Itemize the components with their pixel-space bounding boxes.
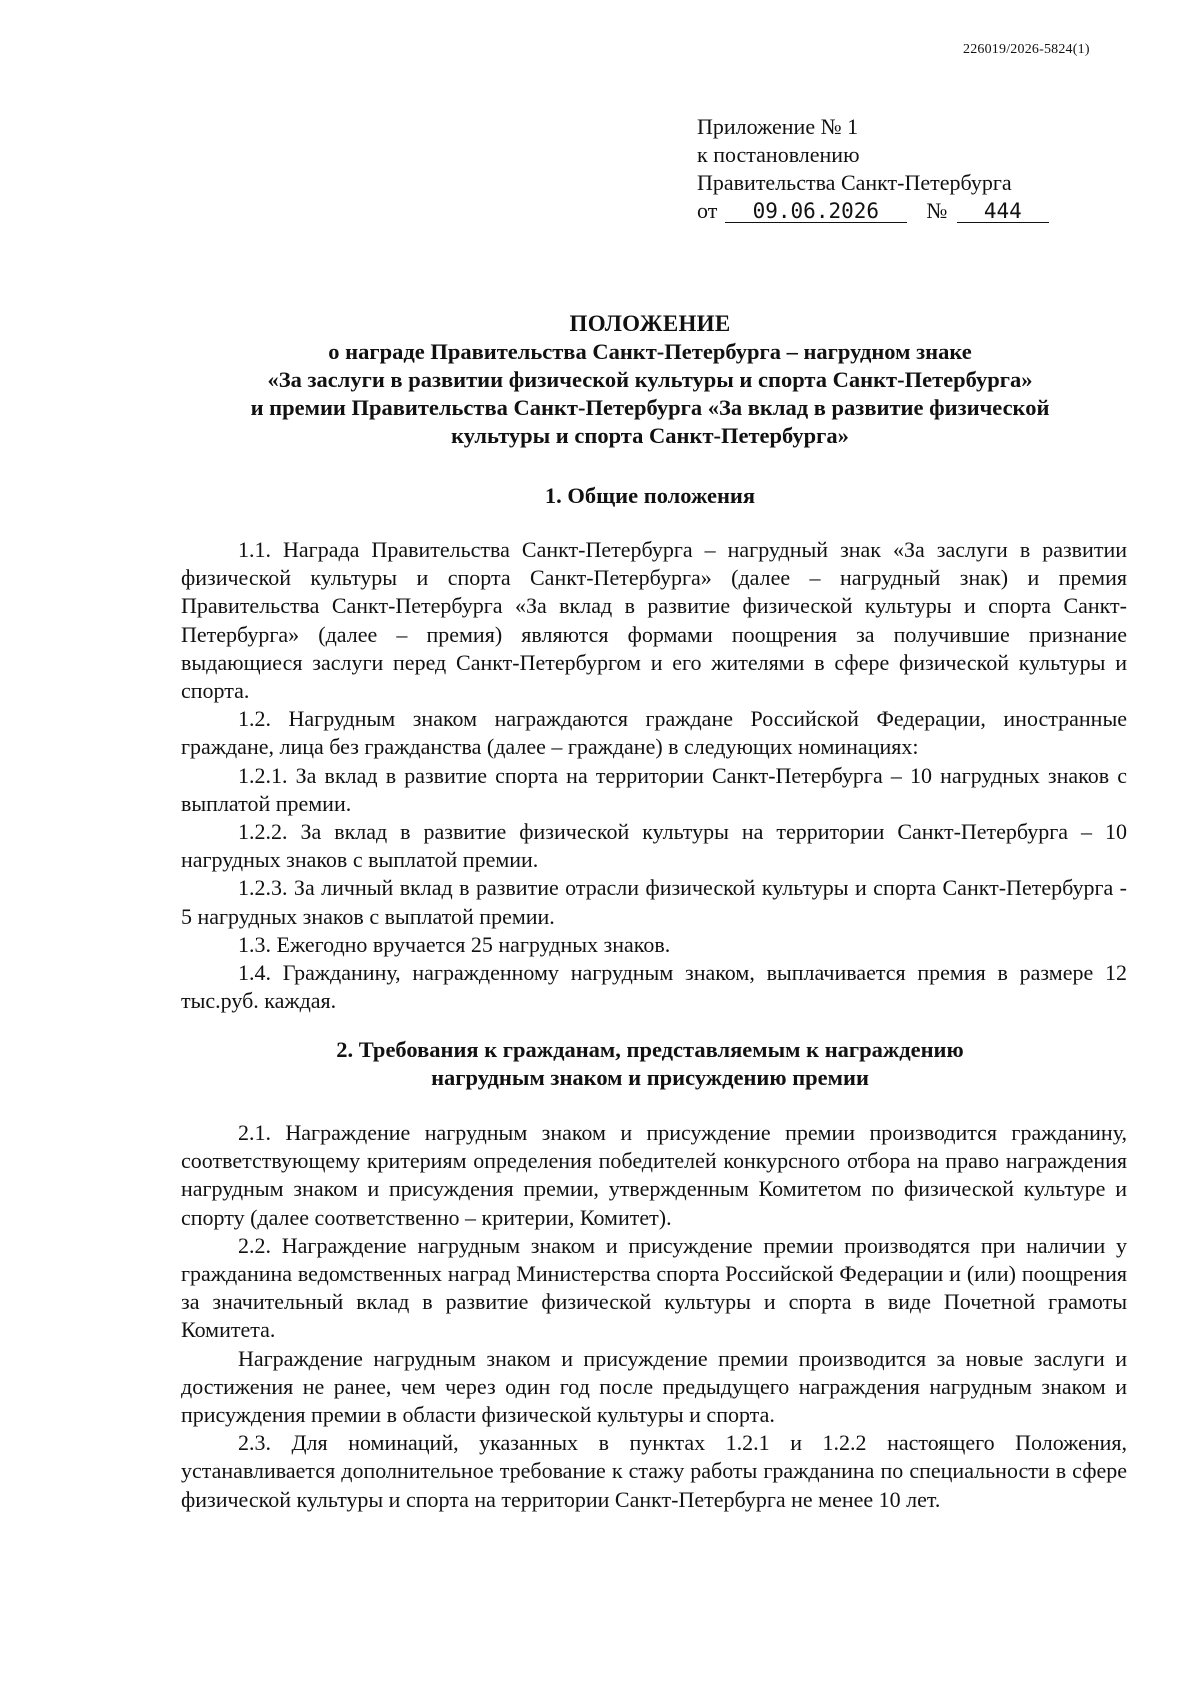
date-field: 09.06.2026 — [725, 200, 907, 223]
appendix-line-1: Приложение № 1 — [697, 114, 859, 139]
number-sign: № — [926, 198, 948, 223]
appendix-block — [697, 113, 1049, 225]
section-1-heading: 1. Общие положения — [544, 483, 756, 508]
paragraph-2-2: 2.2. Награждение нагрудным знаком и присуждение премии производятся при наличии у гражданина ведомственных наград Министерства спорта Российской Федерации и (или) поощрения за значительный вклад в развитие физической культуры и спорта в виде Почетной грамоты Комитета. — [181, 1232, 1127, 1343]
section-2-body — [181, 1119, 1127, 1514]
section-2-heading-line-1: 2. Требования к гражданам, представляемым к награждению — [336, 1037, 964, 1062]
paragraph-1-2-2: 1.2.2. За вклад в развитие физической культуры на территории Санкт-Петербурга – 10 нагрудных знаков с выплатой премии. — [181, 819, 1127, 873]
document-title — [150, 310, 1150, 450]
appendix-line-2: к постановлению — [697, 142, 860, 167]
number-field: 444 — [957, 200, 1049, 223]
paragraph-2-3: 2.3. Для номинаций, указанных в пунктах 1.2.1 и 1.2.2 настоящего Положения, устанавливается дополнительное требование к стажу работы гражданина по специальности в сфере физической культуры и спорта на территории Санкт-Петербурга не менее 10 лет. — [181, 1430, 1127, 1512]
paragraph-1-3: 1.3. Ежегодно вручается 25 нагрудных знаков. — [238, 931, 671, 957]
section-1-body — [181, 536, 1127, 1015]
title-line-4: культуры и спорта Санкт-Петербурга» — [451, 423, 849, 448]
paragraph-1-2-3: 1.2.3. За личный вклад в развитие отрасли физической культуры и спорта Санкт-Петербурга - 5 нагрудных знаков с выплатой премии. — [181, 875, 1127, 929]
title-line-1: о награде Правительства Санкт-Петербурга – нагрудном знаке — [328, 339, 972, 364]
appendix-date-line — [697, 197, 1049, 225]
section-2-heading-line-2: нагрудным знаком и присуждению премии — [431, 1065, 869, 1090]
title-main: ПОЛОЖЕНИЕ — [569, 311, 731, 336]
title-line-3: и премии Правительства Санкт-Петербурга «За вклад в развитие физической — [250, 395, 1050, 420]
paragraph-1-1: 1.1. Награда Правительства Санкт-Петербурга – нагрудный знак «За заслуги в развитии физической культуры и спорта Санкт-Петербурга» (далее – нагрудный знак) и премия Правительства Санкт-Петербурга «За вклад в развитие физической культуры и спорта Санкт-Петербурга» (далее – премия) являются формами поощрения за получившие признание выдающиеся заслуги перед Санкт-Петербургом и его жителями в сфере физической культуры и спорта. — [181, 537, 1127, 704]
paragraph-1-2-1: 1.2.1. За вклад в развитие спорта на территории Санкт-Петербурга – 10 нагрудных знаков с выплатой премии. — [181, 762, 1127, 816]
paragraph-2-2-cont: Награждение нагрудным знаком и присуждение премии производится за новые заслуги и достижения не ранее, чем через один год после предыдущего награждения нагрудным знаком и присуждения премии в области физической культуры и спорта. — [181, 1345, 1127, 1428]
appendix-line-3: Правительства Санкт-Петербурга — [697, 170, 1012, 195]
document-registration-number: 226019/2026-5824(1) — [963, 42, 1090, 57]
section-2-heading — [150, 1036, 1150, 1092]
paragraph-1-2: 1.2. Нагрудным знаком награждаются граждане Российской Федерации, иностранные граждане, лица без гражданства (далее – граждане) в следующих номинациях: — [181, 706, 1127, 760]
paragraph-2-1: 2.1. Награждение нагрудным знаком и присуждение премии производится гражданину, соответствующему критериям определения победителей конкурсного отбора на право награждения нагрудным знаком и присуждения премии, утвержденным Комитетом по физической культуре и спорту (далее соответственно – критерии, Комитет). — [181, 1120, 1127, 1230]
paragraph-1-4: 1.4. Гражданину, награжденному нагрудным знаком, выплачивается премия в размере 12 тыс.руб. каждая. — [181, 960, 1127, 1014]
title-line-2: «За заслуги в развитии физической культуры и спорта Санкт-Петербурга» — [267, 367, 1033, 392]
date-prefix: от — [697, 198, 718, 223]
